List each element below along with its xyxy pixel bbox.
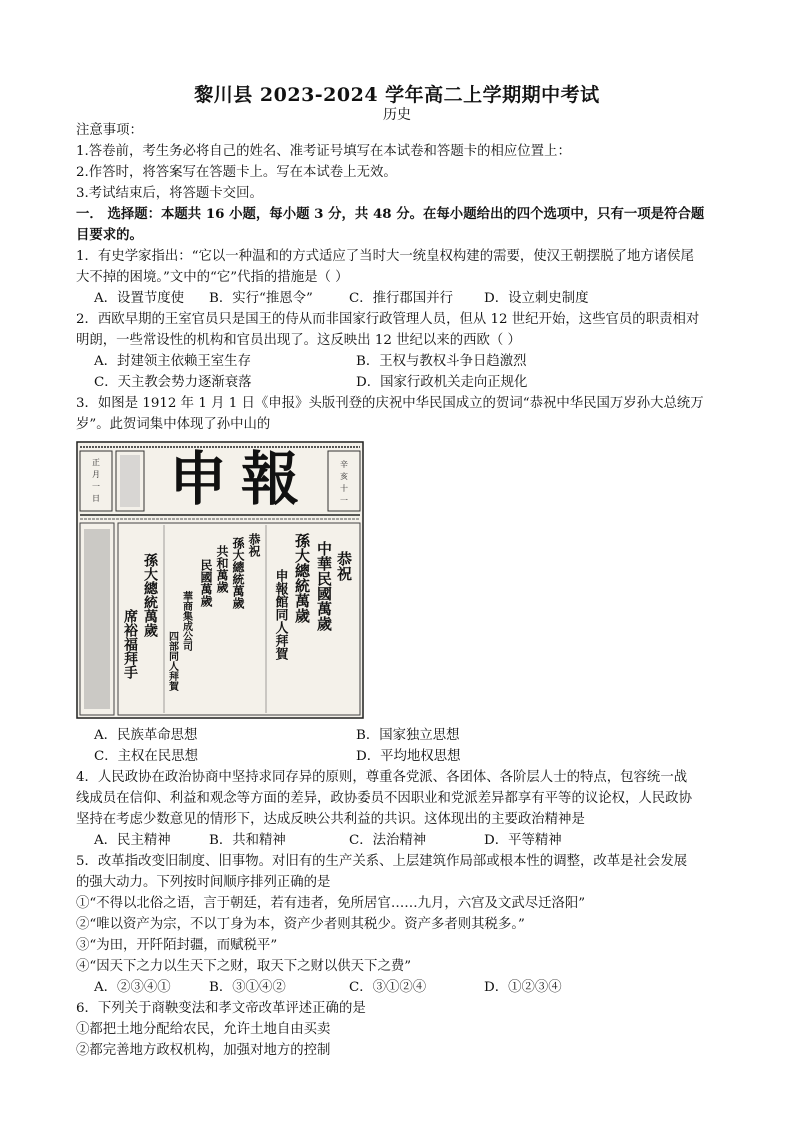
q3-option-b: B．国家独立思想 [356,728,460,743]
svg-text:日: 日 [92,494,100,503]
exam-title: 黎川县 2023-2024 学年高二上学期期中考试 [194,84,600,106]
q1-option-d: D．设立刺史制度 [484,291,589,306]
svg-text:一: 一 [92,482,100,491]
q5-stem: 的强大动力。下列按时间顺序排列正确的是 [76,875,331,890]
q3-options-row2 [76,746,726,767]
q1-stem: 1．有史学家指出：“它以一种温和的方式适应了当时大一统皇权构建的需要，使汉王朝摆脱了地方诸侯尾 [76,249,694,264]
q4-stem: 坚持在考虑少数意见的情形下，达成反映公共利益的共识。这体现出的主要政治精神是 [76,812,585,827]
q2-stem: 明朗，一些常设性的机构和官员出现了。这反映出 12 世纪以来的西欧（ ） [76,333,521,348]
q5-option-c: C．③①②④ [349,980,427,995]
q4-option-c: C．法治精神 [349,833,427,848]
greeting-col: 孫大總統萬歲 [231,537,245,609]
svg-text:月: 月 [92,470,100,479]
notice-item: 2.作答时，将答案写在答题卡上。写在本试卷上无效。 [76,165,397,180]
svg-text:十: 十 [340,484,348,493]
greeting-col: 恭祝 [335,551,353,581]
q2-options-row2 [76,372,726,393]
greeting-col: 申報館同人拜賀 [272,569,288,660]
q3-stem: 3．如图是 1912 年 1 月 1 日《申报》头版刊登的庆祝中华民国成立的贺词“恭祝中华民国万岁孙大总统万 [76,396,704,411]
greeting-col: 民國萬歲 [199,559,213,607]
svg-text:辛: 辛 [340,460,348,469]
greeting-col: 恭祝 [247,533,261,557]
q5-option-a: A．②③④① [94,980,171,995]
q5-option-d: D．①②③④ [484,980,562,995]
q5-item: ③“为田，开阡陌封疆，而赋税平” [76,938,278,953]
svg-text:一: 一 [340,496,348,505]
q6-stem: 6．下列关于商鞅变法和孝文帝改革评述正确的是 [76,1001,366,1016]
q3-option-a: A．民族革命思想 [94,728,198,743]
q2-options-row1 [76,351,726,372]
greeting-col: 四部同人拜賀 [166,631,178,691]
q2-option-b: B．王权与教权斗争日趋激烈 [356,354,527,369]
q2-option-c: C．天主教会势力逐渐衰落 [94,375,252,390]
greeting-col: 孫大總統萬歲 [142,553,158,637]
notice-heading: 注意事项： [76,123,143,138]
exam-subject: 历史 [383,107,411,123]
q5-option-b: B．③①④② [209,980,286,995]
q1-options [76,288,726,309]
svg-text:正: 正 [92,458,100,467]
q4-options [76,830,726,851]
exam-content [76,120,726,1061]
q3-options-row1 [76,725,726,746]
q1-option-a: A．设置节度使 [94,291,185,306]
q3-option-d: D．平均地权思想 [356,749,461,764]
q4-option-a: A．民主精神 [94,833,171,848]
q2-option-a: A．封建领主依赖王室生存 [94,354,251,369]
q5-item: ②“唯以资产为宗，不以丁身为本，资产少者则其税少。资产多者则其税多。” [76,917,525,932]
masthead: 申報 [168,445,314,513]
q1-stem: 大不掉的困境。”文中的“它”代指的措施是（ ） [76,270,349,285]
q2-option-d: D．国家行政机关走向正规化 [356,375,528,390]
q4-stem: 4．人民政协在政治协商中坚持求同存异的原则，尊重各党派、各团体、各阶层人士的特点，包容统一战 [76,770,688,785]
q4-option-d: D．平等精神 [484,833,562,848]
q3-stem: 岁”。此贺词集中体现了孙中山的 [76,417,271,432]
q5-stem: 5．改革指改变旧制度、旧事物。对旧有的生产关系、上层建筑作局部或根本性的调整，改革是社会发展 [76,854,688,869]
q2-stem: 2．西欧早期的王室官员只是国王的侍从而非国家行政管理人员，但从 12 世纪开始，这些官员的职责相对 [76,312,700,327]
notice-item: 3.考试结束后，将答题卡交回。 [76,186,263,201]
svg-text:亥: 亥 [340,472,348,481]
q6-item: ②都完善地方政权机构，加强对地方的控制 [76,1043,331,1058]
shenbao-newspaper-image [76,441,364,719]
q6-item: ①都把土地分配给农民，允许土地自由买卖 [76,1022,331,1037]
notice-item: 1.答卷前，考生务必将自己的姓名、准考证号填写在本试卷和答题卡的相应位置上： [76,144,571,159]
greeting-col: 孫大總統萬歲 [293,533,311,623]
q5-item: ④“因天下之力以生天下之财，取天下之财以供天下之费” [76,959,412,974]
q4-option-b: B．共和精神 [209,833,286,848]
greeting-col: 共和萬歲 [215,545,229,593]
greeting-col: 華商集成公司 [180,591,192,651]
greeting-col: 中華民國萬歲 [315,541,333,631]
q1-option-c: C．推行郡国并行 [349,291,453,306]
q4-stem: 线成员在信仰、利益和观念等方面的差异，政协委员不因职业和党派差异都享有平等的议论权，人民政协 [76,791,692,806]
q1-option-b: B．实行“推恩令” [209,291,313,306]
section-heading-cont: 目要求的。 [76,227,143,243]
greeting-col: 席裕福拜手 [122,609,138,679]
q3-option-c: C．主权在民思想 [94,749,198,764]
q5-item: ①“不得以北俗之语，言于朝廷，若有违者，免所居官……九月，六宫及文武尽迁洛阳” [76,896,586,911]
q5-options [76,977,726,998]
section-heading: 一． 选择题：本题共 16 小题，每小题 3 分，共 48 分。在每小题给出的四个选项中，只有一项是符合题 [76,206,705,222]
